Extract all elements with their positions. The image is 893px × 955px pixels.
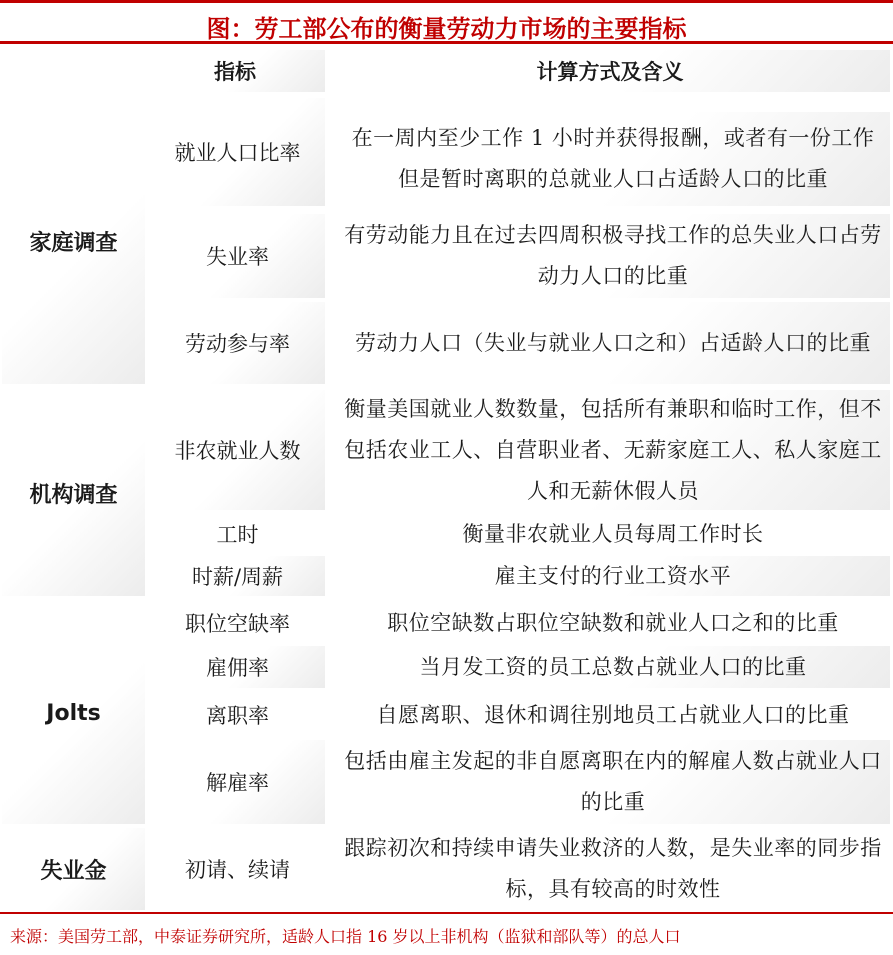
desc-wages: 雇主支付的行业工资水平 — [336, 556, 890, 596]
desc-job-openings-rate: 职位空缺数占职位空缺数和就业人口之和的比重 — [387, 610, 839, 635]
title-bar — [0, 0, 893, 44]
category-establishment-survey: 机构调查 — [2, 390, 145, 596]
indicator-labor-participation-rate: 劳动参与率 — [150, 302, 325, 384]
desc-hires-rate: 当月发工资的员工总数占就业人口的比重 — [336, 646, 890, 688]
page-title: 图：劳工部公布的衡量劳动力市场的主要指标 — [206, 15, 687, 43]
desc-nonfarm-payrolls: 衡量美国就业人数数量，包括所有兼职和临时工作，但不包括农业工人、自营职业者、无薪家庭工人、私人家庭工人和无薪休假人员 — [336, 390, 890, 510]
indicator-layoffs-rate: 解雇率 — [150, 740, 325, 824]
source-note: 来源：美国劳工部，中泰证券研究所，适龄人口指 16 岁以上非机构（监狱和部队等）的总人口 — [10, 927, 681, 946]
indicator-job-openings-rate: 职位空缺率 — [185, 612, 290, 636]
desc-hours: 衡量非农就业人员每周工作时长 — [462, 521, 764, 546]
desc-layoffs-rate: 包括由雇主发起的非自愿离职在内的解雇人数占就业人口的比重 — [336, 740, 890, 824]
desc-employment-population-ratio: 在一周内至少工作 1 小时并获得报酬，或者有一份工作但是暂时离职的总就业人口占适龄人口的比重 — [336, 112, 890, 206]
indicator-wages: 时薪/周薪 — [150, 556, 325, 596]
desc-quits-rate: 自愿离职、退休和调往别地员工占就业人口的比重 — [376, 702, 850, 727]
desc-unemployment-rate: 有劳动能力且在过去四周积极寻找工作的总失业人口占劳动力人口的比重 — [336, 214, 890, 298]
indicator-quits-rate: 离职率 — [206, 704, 269, 728]
indicator-initial-continuing-claims: 初请、续请 — [185, 858, 290, 882]
indicator-nonfarm-payrolls: 非农就业人数 — [150, 390, 325, 510]
indicator-hires-rate: 雇佣率 — [150, 646, 325, 688]
category-unemployment-insurance: 失业金 — [2, 828, 145, 910]
indicator-hours: 工时 — [216, 523, 259, 547]
desc-labor-participation-rate: 劳动力人口（失业与就业人口之和）占适龄人口的比重 — [336, 302, 890, 384]
header-indicator: 指标 — [145, 50, 325, 92]
header-calc: 计算方式及含义 — [330, 50, 890, 92]
indicator-employment-population-ratio: 就业人口比率 — [150, 98, 325, 206]
bottom-rule — [0, 912, 893, 914]
desc-initial-continuing-claims: 跟踪初次和持续申请失业救济的人数，是失业率的同步指标，具有较高的时效性 — [344, 836, 882, 901]
category-jolts: Jolts — [2, 602, 145, 824]
category-household-survey: 家庭调查 — [2, 98, 145, 384]
indicator-unemployment-rate: 失业率 — [150, 214, 325, 298]
